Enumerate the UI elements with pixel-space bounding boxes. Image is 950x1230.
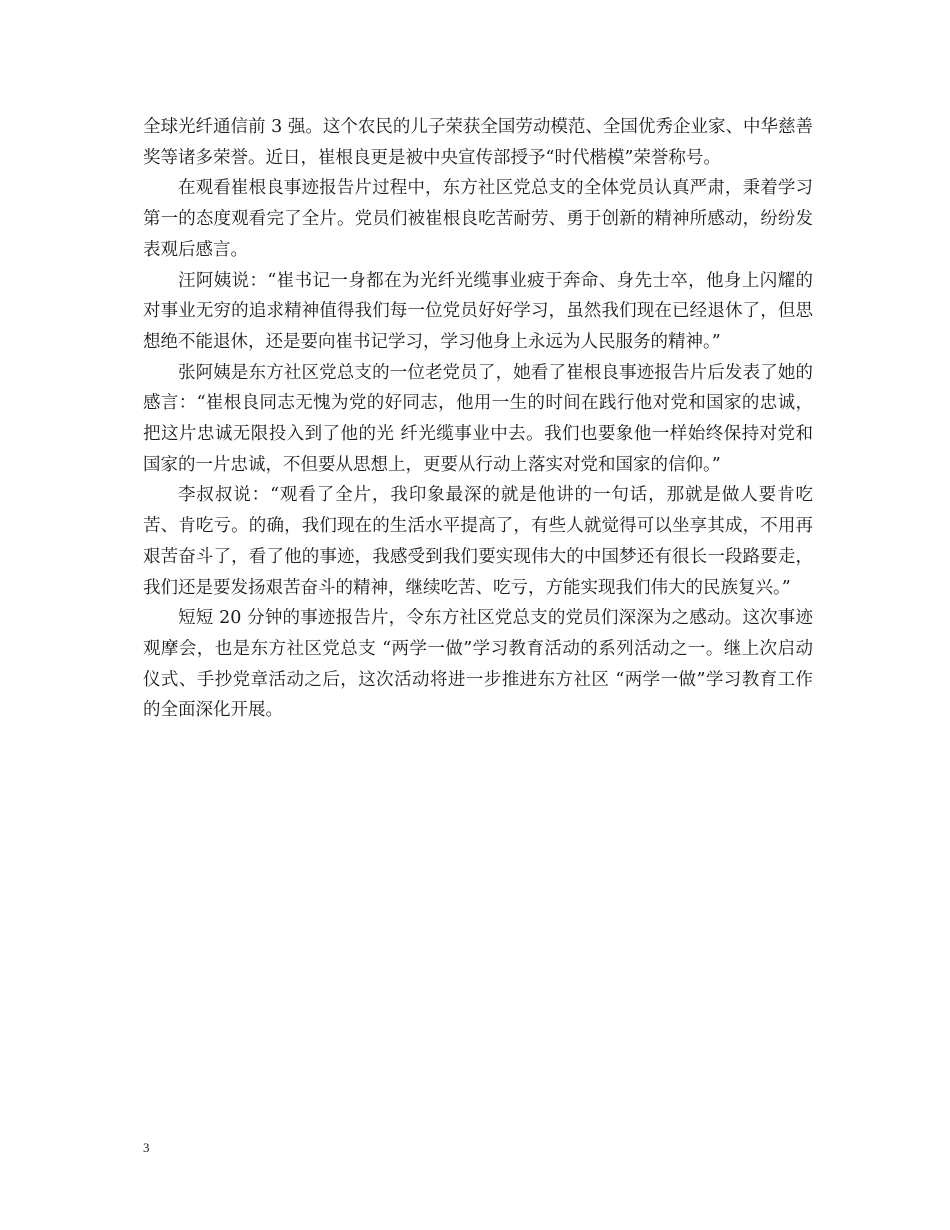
paragraph-zhang-quote: 张阿姨是东方社区党总支的一位老党员了，她看了崔根良事迹报告片后发表了她的感言：“崔根良同志无愧为党的好同志，他用一生的时间在践行他对党和国家的忠诚，把这片忠诚无限投入到了他的光 纤光缆事业中去。我们也要象他一样始终保持对党和国家的一片忠诚，不但要从思想上，更要从行动上落实对党和国家的信仰。” bbox=[143, 362, 813, 475]
paragraph-summary: 短短 20 分钟的事迹报告片，令东方社区党总支的党员们深深为之感动。这次事迹观摩会，也是东方社区党总支 “两学一做”学习教育活动的系列活动之一。继上次启动仪式、手抄党章活动之后，这次活动将进一步推进东方社区 “两学一做”学习教育工作的全面深化开展。 bbox=[143, 608, 813, 721]
paragraph-viewing: 在观看崔根良事迹报告片过程中，东方社区党总支的全体党员认真严肃，秉着学习第一的态度观看完了全片。党员们被崔根良吃苦耐劳、勇于创新的精神所感动，纷纷发表观后感言。 bbox=[143, 178, 813, 260]
page-number: 3 bbox=[143, 1140, 150, 1155]
paragraph-wang-quote: 汪阿姨说：“崔书记一身都在为光纤光缆事业疲于奔命、身先士卒，他身上闪耀的对事业无穷的追求精神值得我们每一位党员好好学习，虽然我们现在已经退休了，但思想绝不能退休，还是要向崔书记学习，学习他身上永远为人民服务的精神。” bbox=[143, 270, 813, 352]
paragraph-continuation: 全球光纤通信前 3 强。这个农民的儿子荣获全国劳动模范、全国优秀企业家、中华慈善奖等诸多荣誉。近日，崔根良更是被中央宣传部授予“时代楷模”荣誉称号。 bbox=[143, 117, 813, 168]
paragraph-li-quote: 李叔叔说：“观看了全片，我印象最深的就是他讲的一句话，那就是做人要肯吃苦、肯吃亏。的确，我们现在的生活水平提高了，有些人就觉得可以坐享其成，不用再艰苦奋斗了，看了他的事迹，我感受到我们要实现伟大的中国梦还有很长一段路要走，我们还是要发扬艰苦奋斗的精神，继续吃苦、吃亏，方能实现我们伟大的民族复兴。” bbox=[143, 485, 813, 598]
document-body bbox=[143, 112, 813, 726]
